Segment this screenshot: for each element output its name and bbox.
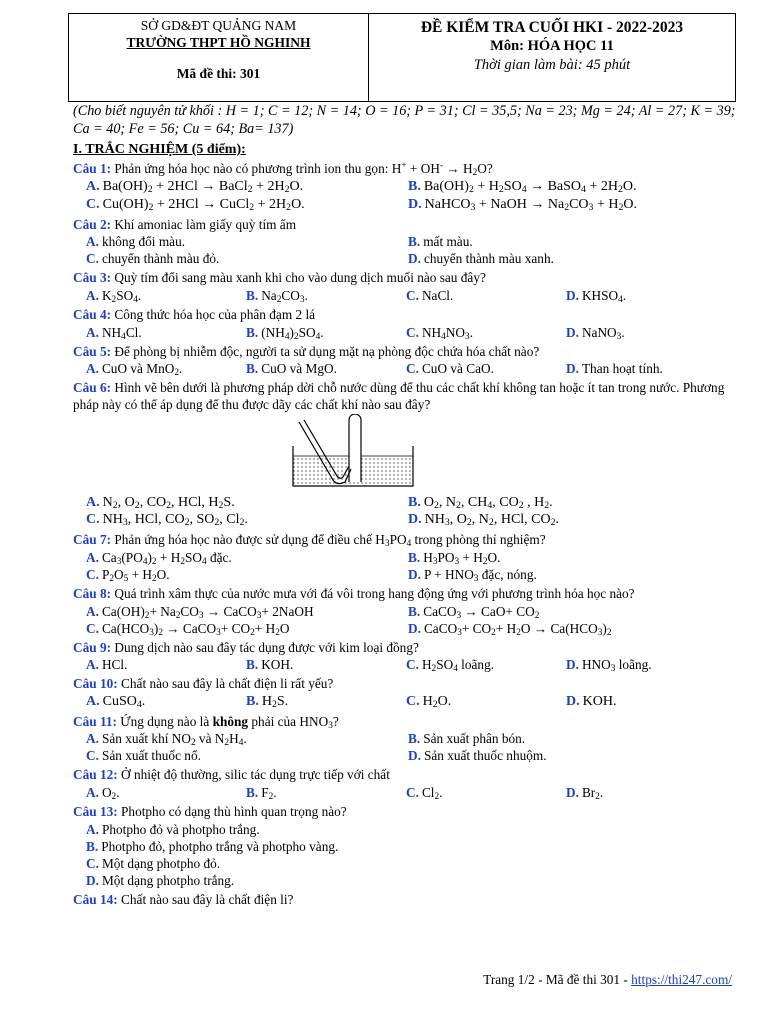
- option-letter: A.: [86, 494, 100, 510]
- answer-option-c[interactable]: [86, 747, 408, 764]
- option-text: $H_3PO_3 + H_2O$.: [423, 549, 501, 567]
- answer-options: [73, 549, 738, 583]
- answer-option-d[interactable]: [566, 324, 751, 341]
- option-letter: D.: [408, 620, 421, 636]
- option-letter: B.: [408, 179, 421, 195]
- answer-option-a[interactable]: [86, 693, 246, 711]
- option-text: $H_2O$.: [422, 693, 452, 710]
- question-stem: [73, 532, 738, 549]
- answer-option-d[interactable]: [408, 196, 751, 214]
- answer-option-c[interactable]: [86, 196, 408, 214]
- question-text: Ứng dụng nào là không phải của $HNO_3$?: [116, 713, 339, 731]
- answer-options: [73, 233, 738, 267]
- question-number: Câu 6:: [73, 380, 112, 396]
- answer-option-d[interactable]: [408, 620, 751, 637]
- option-text: $Ba(OH)_2 + 2HCl$ → BaCl$_2$ + $2H_2O$.: [102, 179, 304, 196]
- option-text: $Ca(HCO_3)_2$ → CaCO$_3$+ $CO_2+ H_2O$: [101, 620, 290, 638]
- option-text: Photpho đỏ và photpho trắng.: [101, 821, 260, 837]
- option-text: $Cu(OH)_2 + 2HCl$ → CuCl$_2$ + $2H_2O$.: [102, 196, 305, 213]
- option-letter: A.: [86, 785, 99, 801]
- answer-option-b[interactable]: [408, 494, 751, 512]
- atomic-mass-note: [73, 102, 738, 139]
- option-text: Sản xuất thuốc nhuộm.: [423, 748, 547, 764]
- option-letter: A.: [86, 179, 100, 195]
- question-number: Câu 9:: [73, 639, 112, 655]
- footer-text: Trang 1/2 - Mã đề thi 301 -: [483, 972, 632, 987]
- option-text: không đổi màu.: [101, 234, 186, 250]
- answer-options: [73, 603, 738, 637]
- question-stem: [73, 767, 738, 784]
- option-text: Than hoạt tính.: [581, 361, 663, 377]
- option-letter: C.: [86, 251, 99, 267]
- question-6: [73, 380, 738, 529]
- question-4: [73, 307, 738, 341]
- answer-option-a[interactable]: [86, 656, 246, 673]
- option-letter: B.: [246, 324, 259, 340]
- answer-option-d[interactable]: [408, 566, 751, 583]
- question-14: [73, 892, 738, 909]
- option-text: $HNO_3$ loãng.: [581, 657, 652, 675]
- question-number: Câu 11:: [73, 713, 117, 729]
- option-letter: D.: [566, 785, 579, 801]
- question-12: [73, 767, 738, 801]
- question-text: Để phòng bị nhiễm độc, người ta sử dụng mặt nạ phòng độc chứa hóa chất nào?: [111, 343, 540, 359]
- option-text: $F_2$.: [261, 785, 277, 803]
- page-footer: [483, 972, 732, 989]
- option-letter: C.: [86, 567, 99, 582]
- question-13: [73, 804, 738, 889]
- option-letter: A.: [86, 821, 99, 837]
- answer-options: [73, 656, 738, 673]
- option-letter: B.: [408, 234, 421, 250]
- school-name: TRƯỜNG THPT HỒ NGHINH: [126, 34, 311, 50]
- option-text: $(NH_4)_2SO_4$.: [261, 324, 324, 342]
- answer-options: [73, 178, 738, 214]
- collection-tube: [349, 414, 361, 482]
- option-text: $Ca_3(PO_4)_2 + H_2SO_4$ đặc.: [101, 549, 232, 567]
- answer-option-c[interactable]: [406, 656, 566, 673]
- answer-option-a[interactable]: [86, 549, 408, 566]
- answer-option-c[interactable]: [406, 287, 566, 304]
- answer-option-d[interactable]: [566, 656, 751, 673]
- option-text: $Br_2$.: [581, 785, 604, 803]
- option-text: $NH_4NO_3$.: [421, 324, 474, 342]
- section-title: I. TRẮC NGHIỆM (5 điểm):: [73, 141, 246, 157]
- answer-option-b[interactable]: [86, 838, 738, 855]
- answer-option-b[interactable]: [408, 178, 751, 196]
- question-text: Hình vẽ bên dưới là phương pháp dời chỗ nước dùng để thu các chất khí không tan hoặc ít tan trong nước. Phương pháp này có thể áp dụng để thu được dãy các chất khí nào sau đây?: [73, 380, 725, 412]
- question-text: Dung dịch nào sau đây tác dụng được với kim loại đồng?: [111, 639, 419, 655]
- option-text: KOH.: [261, 657, 294, 673]
- option-letter: A.: [86, 731, 99, 747]
- option-text: $P_2O_5 + H_2O$.: [101, 567, 170, 584]
- option-text: chuyển thành màu xanh.: [423, 251, 554, 267]
- question-stem: [73, 217, 738, 234]
- question-text: Chất nào sau đây là chất điện li?: [117, 891, 294, 907]
- option-letter: A.: [86, 288, 99, 304]
- option-text: chuyển thành màu đỏ.: [101, 251, 220, 267]
- answer-option-a[interactable]: [86, 603, 408, 620]
- option-letter: A.: [86, 361, 99, 377]
- option-letter: C.: [86, 748, 99, 764]
- question-9: [73, 640, 738, 674]
- option-text: Một dạng photpho đỏ.: [101, 855, 221, 871]
- option-letter: C.: [406, 785, 419, 801]
- option-letter: C.: [86, 196, 100, 212]
- answer-option-c[interactable]: [406, 784, 566, 801]
- option-letter: C.: [86, 512, 100, 528]
- answer-option-a[interactable]: [86, 730, 408, 747]
- question-number: Câu 10:: [73, 676, 118, 692]
- answer-option-a[interactable]: [86, 784, 246, 801]
- option-text: CaCO$_3$+ $CO_2+ H_2O \to Ca(HCO_3)_2$: [423, 620, 612, 638]
- exam-title: ĐỀ KIỂM TRA CUỐI HKI - 2022-2023: [420, 19, 684, 36]
- answer-options: [73, 360, 738, 377]
- question-number: Câu 7:: [73, 532, 112, 548]
- exam-content: [73, 102, 738, 908]
- question-stem: [73, 640, 738, 657]
- exam-info: [369, 14, 735, 101]
- option-letter: A.: [86, 657, 99, 673]
- option-text: HCl.: [101, 657, 128, 673]
- answer-option-d[interactable]: [408, 250, 751, 267]
- question-5: [73, 344, 738, 378]
- question-stem: [73, 344, 738, 361]
- option-letter: A.: [86, 693, 100, 709]
- question-number: Câu 3:: [73, 270, 112, 286]
- question-stem: [73, 161, 738, 178]
- option-text: $KHSO_4$.: [581, 288, 627, 306]
- option-letter: C.: [86, 855, 99, 871]
- answer-option-c[interactable]: [406, 360, 566, 377]
- question-1: [73, 161, 738, 213]
- question-list: [73, 161, 738, 908]
- option-letter: D.: [566, 361, 579, 377]
- question-number: Câu 8:: [73, 586, 112, 602]
- answer-option-a[interactable]: [86, 178, 408, 196]
- answer-option-c[interactable]: [86, 855, 738, 872]
- option-text: Sản xuất khí $NO_2$ và $N_2H_4$.: [101, 731, 247, 749]
- option-letter: A.: [86, 603, 99, 619]
- option-letter: B.: [408, 731, 421, 747]
- option-letter: A.: [86, 549, 99, 565]
- answer-options: [73, 784, 738, 801]
- question-2: [73, 217, 738, 268]
- option-text: $NH_3$, HCl, $CO_2$, $SO_2$, $Cl_2$.: [102, 512, 248, 529]
- option-text: $NH_3$, $O_2$, $N_2$, HCl, $CO_2$.: [424, 512, 560, 529]
- option-letter: D.: [566, 657, 579, 673]
- answer-options: [73, 730, 738, 764]
- option-letter: A.: [86, 324, 99, 340]
- answer-option-b[interactable]: [246, 287, 406, 304]
- option-letter: A.: [86, 234, 99, 250]
- question-text: Phản ứng hóa học nào có phương trình ion thu gọn: $H^+ + OH^- \to H_2O$?: [111, 161, 493, 179]
- answer-option-a[interactable]: [86, 287, 246, 304]
- question-text: Quá trình xâm thực của nước mưa với đá vôi trong hang động ứng với phương trình hóa học nào?: [111, 586, 635, 602]
- option-letter: C.: [406, 361, 419, 377]
- option-letter: C.: [406, 288, 419, 304]
- option-text: CuSO$_4$.: [102, 693, 146, 710]
- question-text: Chất nào sau đây là chất điện li rất yếu?: [117, 676, 334, 692]
- option-text: CuO và MnO$_2$.: [101, 361, 183, 379]
- option-text: CuO và MgO.: [261, 361, 337, 377]
- option-letter: B.: [408, 494, 421, 510]
- option-letter: D.: [408, 567, 421, 582]
- option-letter: D.: [408, 196, 422, 212]
- option-text: $O_2$, $N_2$, $CH_4$, $CO_2$ , $H_2$.: [423, 494, 553, 511]
- option-letter: C.: [406, 693, 420, 709]
- question-text: Photpho có dạng thù hình quan trọng nào?: [117, 804, 347, 820]
- department-name: SỞ GD&ĐT QUẢNG NAM: [140, 18, 297, 33]
- answer-option-d[interactable]: [566, 693, 751, 711]
- answer-option-b[interactable]: [408, 603, 751, 620]
- answer-option-a[interactable]: [86, 494, 408, 512]
- question-text: Quỳ tím đổi sang màu xanh khi cho vào dung dịch muối nào sau đây?: [111, 270, 486, 286]
- option-text: $H_2SO_4$ loãng.: [421, 657, 495, 675]
- option-text: NaHCO$_3$ + NaOH → $Na_2CO_3 + H_2O$.: [424, 196, 637, 213]
- answer-options: [73, 821, 738, 889]
- option-letter: C.: [406, 324, 419, 340]
- question-stem: [73, 586, 738, 603]
- answer-option-c[interactable]: [406, 324, 566, 341]
- answer-option-d[interactable]: [566, 287, 751, 304]
- answer-options: [73, 324, 738, 341]
- question-text: Ở nhiệt độ thường, silic tác dụng trực tiếp với chất: [117, 767, 390, 783]
- option-text: $Na_2CO_3$.: [261, 288, 308, 306]
- option-text: $H_2S$.: [261, 693, 289, 710]
- option-text: $K_2SO_4$.: [101, 288, 142, 306]
- option-letter: B.: [408, 549, 421, 565]
- option-text: $N_2$, $O_2$, $CO_2$, HCl, $H_2S$.: [102, 494, 235, 511]
- option-letter: B.: [408, 603, 421, 619]
- question-8: [73, 586, 738, 637]
- option-letter: D.: [408, 512, 422, 528]
- option-letter: D.: [566, 324, 579, 340]
- answer-option-c[interactable]: [86, 620, 408, 637]
- option-letter: B.: [246, 361, 259, 377]
- answer-option-b[interactable]: [408, 233, 751, 250]
- answer-option-c[interactable]: [406, 693, 566, 711]
- answer-option-a[interactable]: [86, 233, 408, 250]
- answer-option-a[interactable]: [86, 360, 246, 377]
- option-text: $NH_4Cl$.: [101, 324, 142, 342]
- question-text: Phản ứng hóa học nào được sử dụng để điều chế $H_3PO_4$ trong phòng thí nghiệm?: [111, 532, 546, 550]
- question-number: Câu 12:: [73, 767, 118, 783]
- answer-options: [73, 494, 738, 530]
- question-number: Câu 4:: [73, 307, 112, 323]
- option-letter: D.: [408, 748, 421, 764]
- option-letter: C.: [406, 657, 419, 673]
- option-letter: D.: [566, 288, 579, 304]
- question-7: [73, 532, 738, 583]
- answer-option-b[interactable]: [246, 784, 406, 801]
- option-text: Photpho đỏ, photpho trắng và photpho vàng.: [101, 838, 339, 854]
- answer-option-c[interactable]: [86, 511, 408, 529]
- answer-option-a[interactable]: [86, 821, 738, 838]
- answer-option-b[interactable]: [408, 730, 751, 747]
- question-stem: [73, 307, 738, 324]
- question-stem: [73, 804, 738, 821]
- exam-header: [68, 13, 736, 102]
- question-stem: [73, 714, 738, 731]
- exam-time: Thời gian làm bài: 45 phút: [473, 56, 631, 73]
- question-text: Khí amoniac làm giấy quỳ tím ẩm: [111, 216, 297, 232]
- option-letter: B.: [86, 838, 99, 854]
- answer-options: [73, 287, 738, 304]
- water-displacement-figure: [285, 414, 435, 494]
- answer-option-b[interactable]: [246, 360, 406, 377]
- option-text: CuO và CaO.: [421, 361, 494, 377]
- option-text: $Ca(OH)_2+ Na_2CO_3$ → CaCO$_3$+ 2NaOH: [101, 603, 314, 621]
- question-3: [73, 270, 738, 304]
- option-text: mất màu.: [423, 234, 473, 250]
- school-info: [69, 14, 369, 101]
- question-number: Câu 14:: [73, 891, 118, 907]
- option-text: CaCO$_3$ → $CaO+ CO_2$: [423, 603, 540, 621]
- exam-subject: Môn: HÓA HỌC 11: [490, 38, 614, 55]
- answer-option-d[interactable]: [408, 747, 751, 764]
- option-letter: D.: [566, 693, 580, 709]
- option-letter: B.: [246, 785, 259, 801]
- question-stem: [73, 380, 738, 413]
- option-text: Một dạng photpho trắng.: [101, 872, 235, 888]
- answer-options: [73, 693, 738, 711]
- answer-option-c[interactable]: [86, 250, 408, 267]
- answer-option-a[interactable]: [86, 324, 246, 341]
- option-text: Sản xuất thuốc nổ.: [101, 748, 201, 764]
- question-number: Câu 1:: [73, 161, 112, 177]
- answer-option-d[interactable]: [408, 511, 751, 529]
- option-text: $P + HNO_3$ đặc, nóng.: [423, 567, 537, 584]
- option-letter: B.: [246, 657, 259, 673]
- option-text: $Cl_2$.: [421, 785, 443, 803]
- option-text: Sản xuất phân bón.: [423, 731, 526, 747]
- answer-option-b[interactable]: [246, 693, 406, 711]
- question-stem: [73, 270, 738, 287]
- question-11: [73, 714, 738, 765]
- question-number: Câu 5:: [73, 343, 112, 359]
- footer-link[interactable]: https://thi247.com/: [631, 972, 732, 987]
- option-letter: C.: [86, 620, 99, 636]
- option-text: $Ba(OH)_2 + H_2SO_4$ → BaSO$_4$ + $2H_2O$.: [423, 179, 637, 196]
- answer-option-b[interactable]: [246, 656, 406, 673]
- question-stem: [73, 892, 738, 909]
- answer-option-b[interactable]: [408, 549, 751, 566]
- atomic-mass-note-text: (Cho biết nguyên tử khối : H = 1; C = 12; N = 14; O = 16; P = 31; Cl = 35,5; Na = 23; Mg = 24; Al = 27; K = 39; Ca = 40; Fe = 56; Cu = 64; Ba= 137): [73, 103, 736, 138]
- option-letter: B.: [246, 288, 259, 304]
- option-letter: D.: [86, 872, 99, 888]
- exam-code: Mã đề thi: 301: [176, 65, 261, 81]
- question-10: [73, 676, 738, 711]
- option-letter: D.: [408, 251, 421, 267]
- answer-option-c[interactable]: [86, 566, 408, 583]
- option-letter: B.: [246, 693, 259, 709]
- figure-container: [285, 414, 435, 494]
- option-text: NaCl.: [421, 288, 454, 304]
- option-text: NaNO$_3$.: [581, 324, 625, 342]
- question-number: Câu 13:: [73, 804, 118, 820]
- answer-option-b[interactable]: [246, 324, 406, 341]
- question-stem: [73, 676, 738, 693]
- answer-option-d[interactable]: [566, 360, 751, 377]
- question-number: Câu 2:: [73, 216, 112, 232]
- question-text: Công thức hóa học của phân đạm 2 lá: [111, 307, 316, 323]
- answer-option-d[interactable]: [86, 872, 738, 889]
- answer-option-d[interactable]: [566, 784, 751, 801]
- option-text: $O_2$.: [101, 785, 120, 803]
- option-text: KOH.: [582, 693, 617, 709]
